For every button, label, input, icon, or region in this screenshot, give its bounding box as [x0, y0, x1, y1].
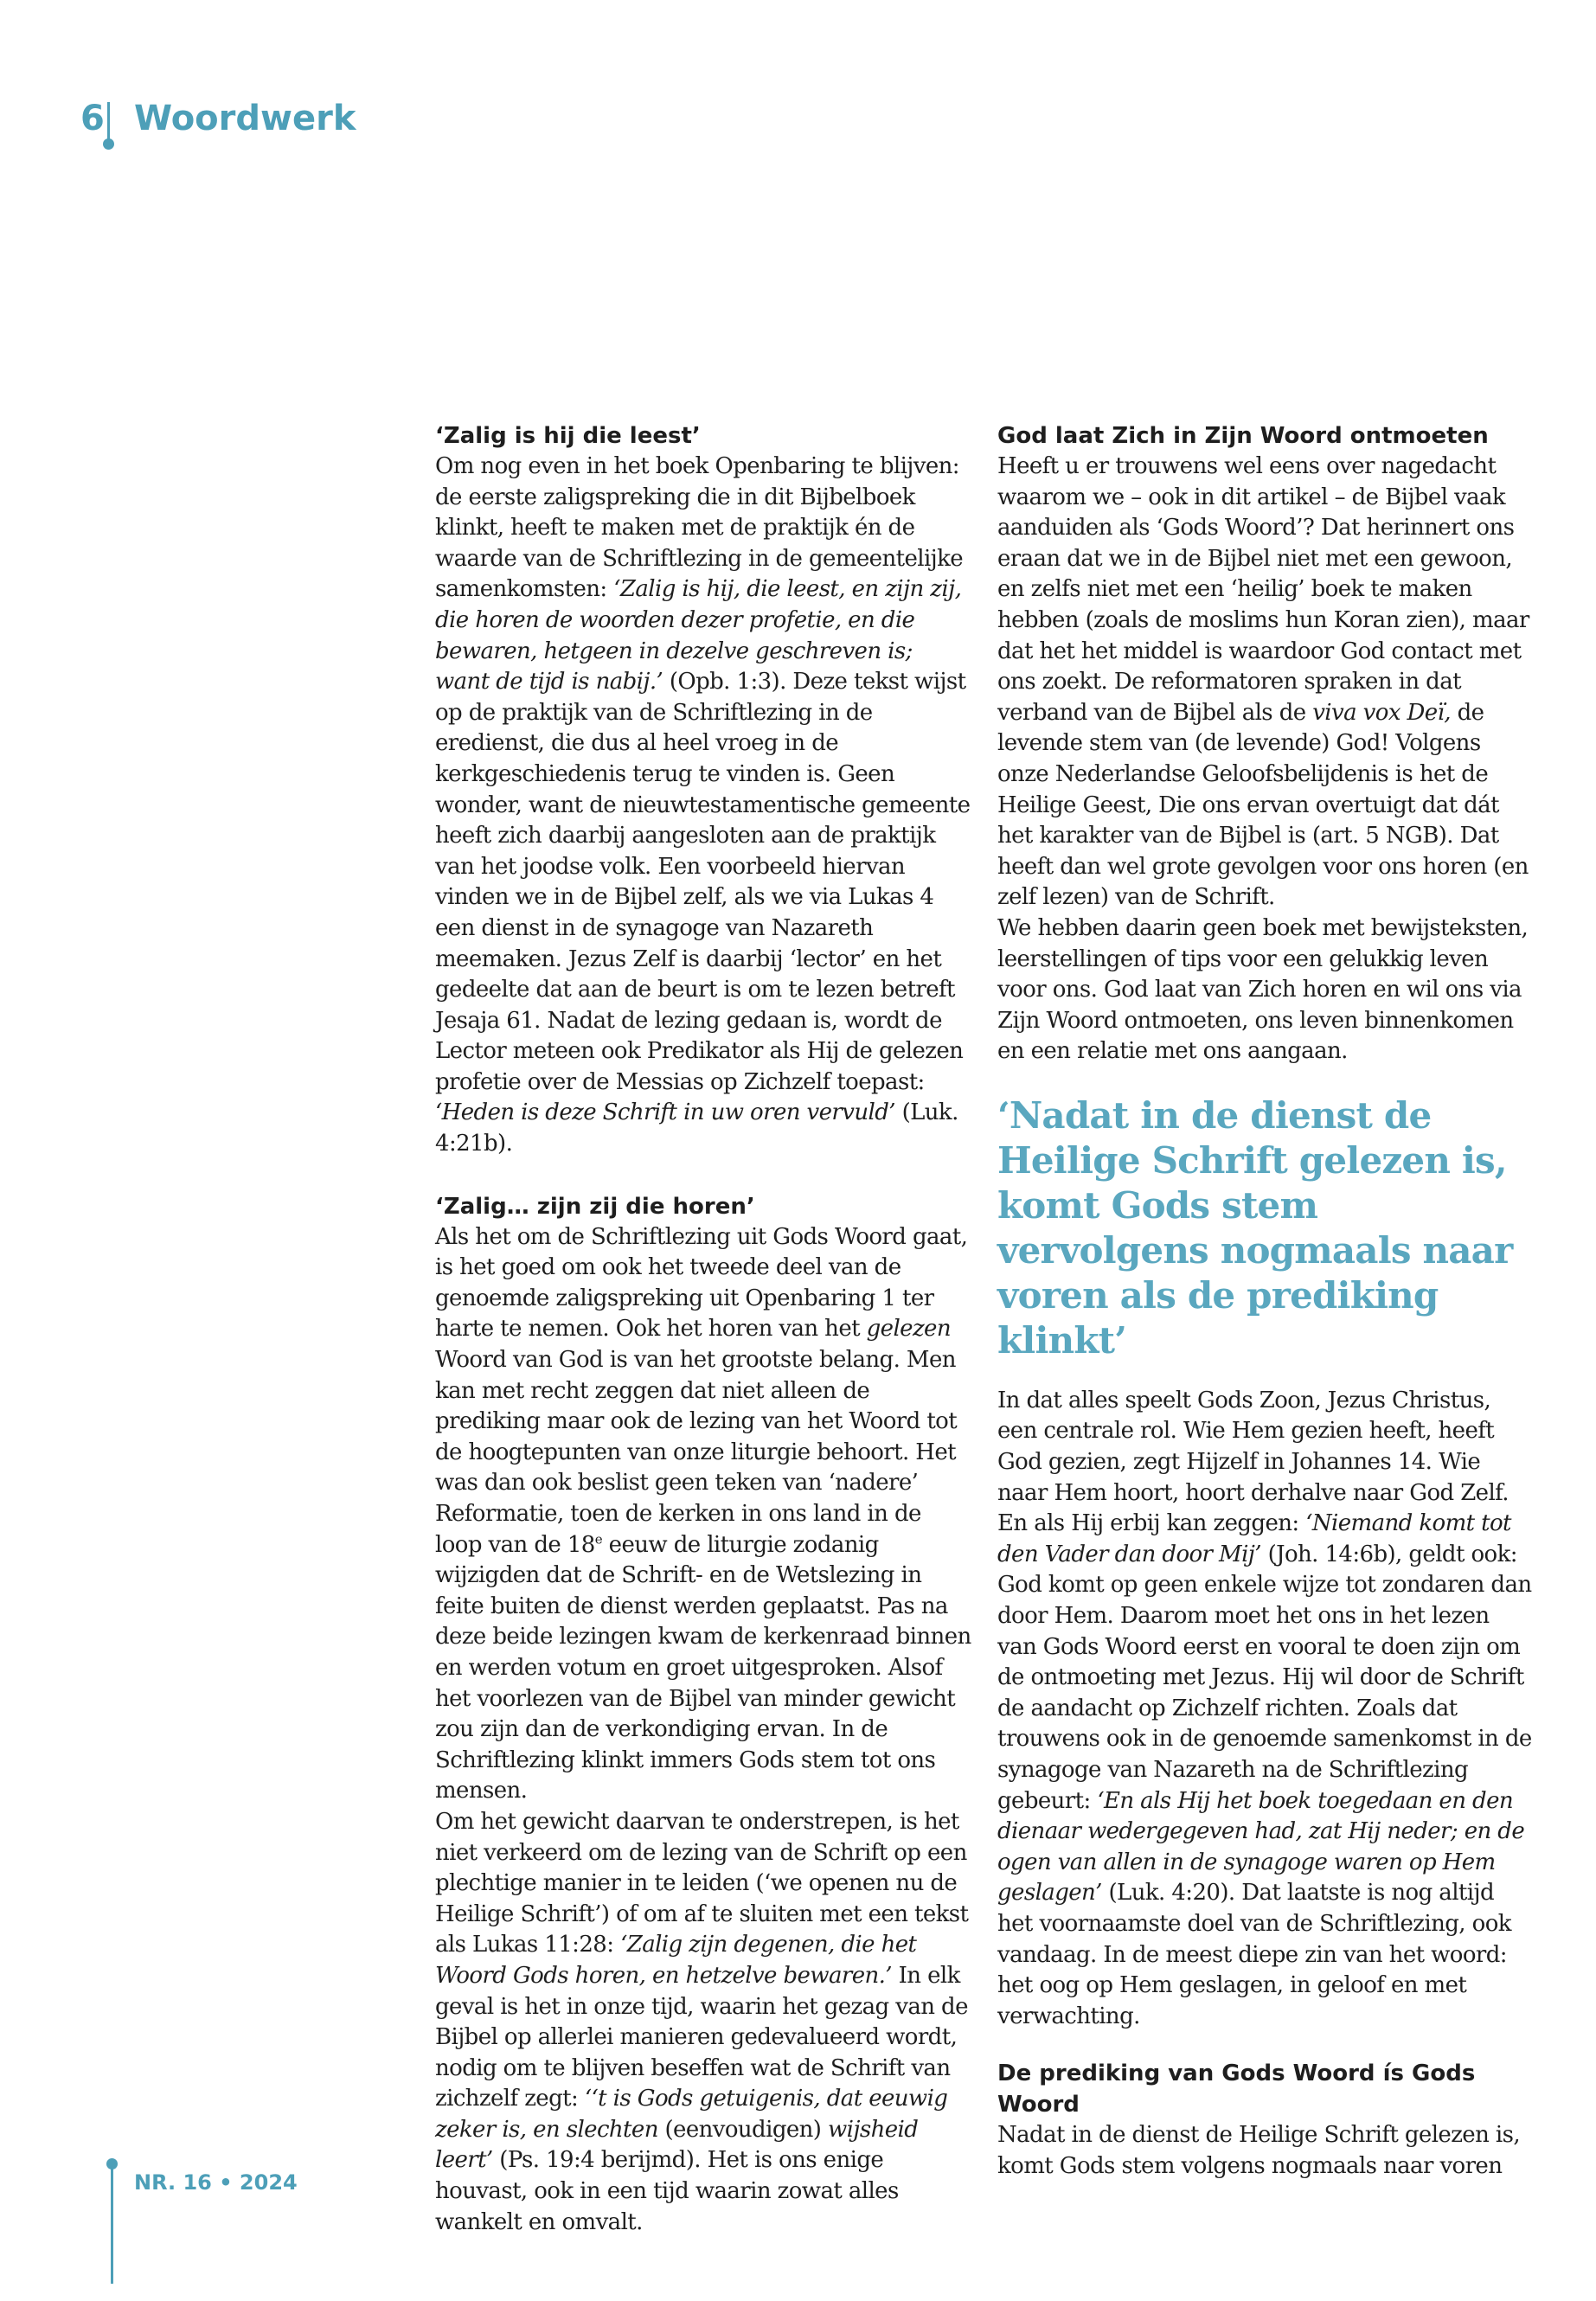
section-title: Woordwerk: [134, 99, 356, 138]
text-run: We hebben daarin geen boek met bewijsteksten, leerstellingen of tips voor een gelukkig leven voor ons. God laat van Zich horen en wil ons via Zijn Woord ontmoeten, ons leven binnenkomen en een relatie met ons aangaan.: [997, 914, 1529, 1065]
text-run: Nadat in de dienst de Heilige Schrift gelezen is, komt Gods stem volgens nogmaals naar voren: [997, 2122, 1521, 2179]
subheading: ‘Zalig is hij die leest’: [435, 423, 701, 449]
quoted-text: ‘Heden is deze Schrift in uw oren vervuld’: [435, 1099, 895, 1126]
text-run: (Opb. 1:3). Deze tekst wijst op de praktijk van de Schriftlezing in de eredienst, die dus al heel vroeg in de kerkgeschiedenis terug te vinden is. Geen wonder, want de nieuwtestamentische gemeente heeft zich daarbij aangesloten aan de praktijk van het joodse volk. Een voorbeeld hiervan vinden we in de Bijbel zelf, als we via Lukas 4 een dienst in de synagoge van Nazareth meemaken. Jezus Zelf is daarbij ‘lector’ en het gedeelte dat aan de beurt is om te lezen betreft Jesaja 61. Nadat de lezing gedaan is, wordt de Lector meteen ook Predikator als Hij de gelezen profetie over de Messias op Zichzelf toepast:: [435, 669, 971, 1095]
issue-label: NR. 16 • 2024: [134, 2170, 298, 2195]
quoted-text: ‘‘t is Gods getuigenis, dat eeuwig zeker is, en slechten: [435, 2086, 948, 2143]
text-run: (Luk. 4:21b).: [435, 1099, 958, 1157]
quoted-text: ‘Niemand komt tot den Vader dan door Mij’: [997, 1510, 1511, 1567]
footer-divider: [111, 2163, 113, 2284]
paragraph: [997, 913, 1534, 1067]
text-run: Heeft u er trouwens wel eens over nagedacht waarom we – ook in dit artikel – de Bijbel vaak aanduiden als ‘Gods Woord’? Dat herinnert ons eraan dat we in de Bijbel niet met een gewoon, en zelfs niet met een ‘heilig’ boek te maken hebben (zoals de moslims hun Koran zien), maar dat het het middel is waardoor God contact met ons zoekt. De reformatoren spraken in dat verband van de Bijbel als de: [997, 453, 1529, 726]
text-run: In elk geval is het in onze tijd, waarin het gezag van de Bijbel op allerlei manieren gedevalueerd wordt, nodig om te blijven beseffen wat de Schrift van zichzelf zegt:: [435, 1962, 968, 2112]
right-column: [997, 420, 1534, 2182]
left-column: [435, 420, 971, 2238]
text-run: Om nog even in het boek Openbaring te blijven: de eerste zaligspreking die in dit Bijbelboek klinkt, heeft te maken met de praktijk én de waarde van de Schriftlezing in de gemeentelijke samenkomsten:: [435, 453, 964, 603]
quoted-text: gelezen: [866, 1316, 951, 1343]
quoted-text: ‘En als Hij het boek toegedaan en den dienaar wedergegeven had, zat Hij neder; en de ogen van allen in de synagoge waren op Hem geslagen’: [997, 1787, 1525, 1907]
text-run: (Joh. 14:6b), geldt ook: God komt op geen enkele wijze tot zondaren dan door Hem. Daarom moet het ons in het lezen van Gods Woord eerst en vooral te doen zijn om de ontmoeting met Jezus. Hij wil door de Schrift de aandacht op Zichzelf richten. Zoals dat trouwens ook in de genoemde samenkomst in de synagoge van Nazareth na de Schriftlezing gebeurt:: [997, 1541, 1532, 1814]
text-run: Woord van God is van het grootste belang. Men kan met recht zeggen dat niet alleen de prediking maar ook de lezing van het Woord tot de hoogtepunten van onze liturgie behoort. Het was dan ook beslist geen teken van ‘nadere’ Reformatie, toen de kerken in ons land in de loop van de 18: [435, 1347, 958, 1558]
header-divider: [107, 102, 110, 142]
subheading: De prediking van Gods Woord ís Gods Woord: [997, 2061, 1476, 2118]
text-run: e: [594, 1530, 602, 1547]
paragraph: [435, 452, 971, 1160]
subheading: ‘Zalig… zijn zij die horen’: [435, 1193, 755, 1220]
text-run: (eenvoudigen): [657, 2116, 829, 2143]
paragraph: [997, 1386, 1534, 2032]
page-number: 6: [80, 99, 105, 138]
text-run: (Luk. 4:20). Dat laatste is nog altijd het voornaamste doel van de Schriftlezing, ook vandaag. In de meest diepe zin van het woord: het oog op Hem geslagen, in geloof en met verwachting.: [997, 1880, 1511, 2029]
text-run: eeuw de liturgie zodanig wijzigden dat de Schrift- en de Wetslezing in feite buiten de dienst werden geplaatst. Pas na deze beide lezingen kwam de kerkenraad binnen en werden votum en groet uitgesproken. Alsof het voorlezen van de Bijbel van minder gewicht zou zijn dan de verkondiging ervan. In de Schriftlezing klinkt immers Gods stem tot ons mensen.: [435, 1531, 971, 1804]
text-run: Als het om de Schriftlezing uit Gods Woord gaat, is het goed om ook het tweede deel van de genoemde zaligspreking uit Openbaring 1 ter harte te nemen. Ook het horen van het: [435, 1223, 968, 1343]
quoted-text: viva vox Deï,: [1312, 699, 1451, 726]
paragraph: [435, 1222, 971, 1807]
header-dot: [103, 138, 114, 150]
paragraph: [997, 452, 1534, 913]
paragraph: [435, 1807, 971, 2238]
quoted-text: ‘Zalig is hij, die leest, en zijn zij, die horen de woorden dezer profetie, en die bewaren, hetgeen in dezelve geschreven is; want de tijd is nabij.’: [435, 576, 962, 695]
quoted-text: wijsheid leert’: [435, 2116, 919, 2174]
quoted-text: ‘Zalig zijn degenen, die het Woord Gods horen, en hetzelve bewaren.’: [435, 1932, 917, 1989]
subheading: God laat Zich in Zijn Woord ontmoeten: [997, 423, 1489, 449]
text-run: (Ps. 19:4 berijmd). Het is ons enige houvast, ook in een tijd waarin zowat alles wankelt en omvalt.: [435, 2147, 899, 2235]
pull-quote: ‘Nadat in de dienst de Heilige Schrift gelezen is, komt Gods stem vervolgens nogmaals naar voren als de prediking klinkt’: [997, 1093, 1513, 1362]
paragraph: [997, 2120, 1534, 2182]
text-run: de levende stem van (de levende) God! Volgens onze Nederlandse Geloofsbelijdenis is het de Heilige Geest, Die ons ervan overtuigt dat dát het karakter van de Bijbel is (art. 5 NGB). Dat heeft dan wel grote gevolgen voor ons horen (en zelf lezen) van de Schrift.: [997, 699, 1529, 911]
text-run: Om het gewicht daarvan te onderstrepen, is het niet verkeerd om de lezing van de Schrift op een plechtige manier in te leiden (‘we openen nu de Heilige Schrift’) of om af te sluiten met een tekst als Lukas 11:28:: [435, 1808, 969, 1958]
text-run: In dat alles speelt Gods Zoon, Jezus Christus, een centrale rol. Wie Hem gezien heeft, heeft God gezien, zegt Hijzelf in Johannes 14. Wie naar Hem hoort, hoort derhalve naar God Zelf. En als Hij erbij kan zeggen:: [997, 1387, 1509, 1537]
